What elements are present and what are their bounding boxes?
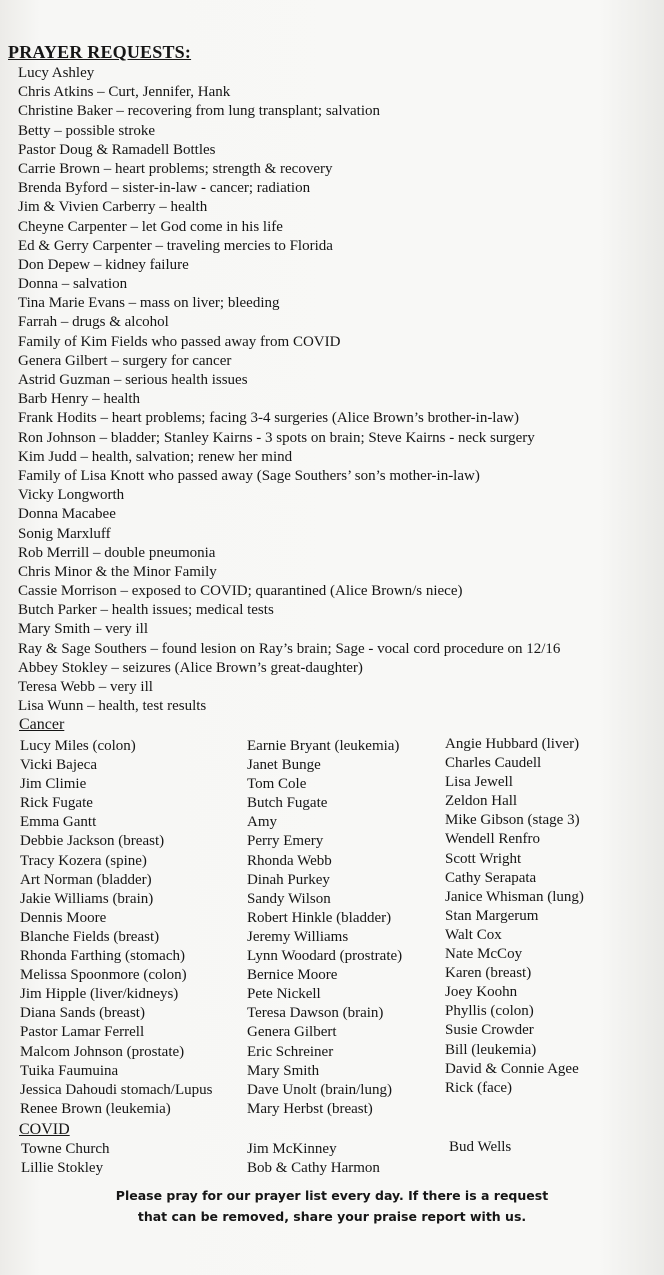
prayer-request-item: Jim & Vivien Carberry – health — [18, 199, 208, 216]
cancer-list-item: Rick (face) — [445, 1079, 513, 1096]
cancer-list-item: Bill (leukemia) — [445, 1041, 537, 1058]
prayer-request-item: Family of Kim Fields who passed away from COVID — [18, 333, 341, 350]
cancer-list-item: Jim Climie — [20, 776, 87, 793]
prayer-request-item: Carrie Brown – heart problems; strength & recovery — [18, 160, 333, 177]
cancer-list-item: Teresa Dawson (brain) — [247, 1005, 384, 1022]
cancer-list-item: Blanche Fields (breast) — [20, 928, 160, 945]
cancer-list-item: Nate McCoy — [445, 946, 523, 963]
cancer-list-item: Mary Herbst (breast) — [247, 1100, 373, 1117]
covid-list-item: Bob & Cathy Harmon — [247, 1160, 380, 1177]
prayer-request-item: Frank Hodits – heart problems; facing 3-4 surgeries (Alice Brown’s brother-in-law) — [18, 410, 519, 427]
cancer-list-item: Lucy Miles (colon) — [20, 738, 136, 754]
prayer-request-item: Kim Judd – health, salvation; renew her mind — [18, 448, 293, 465]
covid-section-label: COVID — [19, 1121, 70, 1138]
cancer-list-item: Charles Caudell — [445, 755, 542, 772]
covid-column-2 — [247, 1140, 380, 1178]
cancer-list-item: Mary Smith — [247, 1062, 320, 1079]
prayer-request-item: Rob Merrill – double pneumonia — [18, 544, 216, 561]
prayer-request-item: Teresa Webb – very ill — [18, 679, 153, 695]
footer-line-1: Please pray for our prayer list every day. If there is a request — [115, 1188, 549, 1203]
prayer-requests-heading: PRAYER REQUESTS: — [8, 42, 192, 62]
cancer-list-item: Angie Hubbard (liver) — [445, 736, 580, 752]
cancer-list-item: Emma Gantt — [20, 814, 97, 831]
cancer-list-item: David & Connie Agee — [445, 1060, 579, 1077]
prayer-request-item: Cheyne Carpenter – let God come in his life — [18, 218, 283, 235]
cancer-list-item: Jim Hipple (liver/kidneys) — [20, 986, 179, 1003]
cancer-list-item: Earnie Bryant (leukemia) — [247, 738, 400, 754]
prayer-request-item: Cassie Morrison – exposed to COVID; quarantined (Alice Brown/s niece) — [18, 583, 463, 600]
cancer-list-item: Diana Sands (breast) — [20, 1005, 145, 1022]
prayer-request-item: Brenda Byford – sister-in-law - cancer; radiation — [18, 180, 311, 197]
prayer-request-item: Genera Gilbert – surgery for cancer — [18, 352, 232, 369]
prayer-request-item: Pastor Doug & Ramadell Bottles — [18, 141, 216, 158]
cancer-list-item: Renee Brown (leukemia) — [20, 1100, 171, 1117]
cancer-list-item: Zeldon Hall — [445, 793, 518, 810]
prayer-request-item: Lisa Wunn – health, test results — [18, 698, 207, 715]
cancer-list-item: Tuika Faumuina — [20, 1062, 119, 1079]
prayer-request-item: Mary Smith – very ill — [18, 621, 148, 638]
cancer-list-item: Rick Fugate — [20, 795, 93, 812]
cancer-list-item: Janet Bunge — [247, 757, 321, 774]
cancer-list-item: Genera Gilbert — [247, 1024, 337, 1041]
cancer-list-item: Sandy Wilson — [247, 890, 331, 907]
footer-line-2: that can be removed, share your praise report with us. — [137, 1209, 527, 1224]
cancer-list-item: Vicki Bajeca — [20, 757, 97, 774]
prayer-request-item: Chris Minor & the Minor Family — [18, 563, 217, 580]
cancer-list-item: Art Norman (bladder) — [20, 871, 152, 888]
prayer-request-item: Family of Lisa Knott who passed away (Sage Southers’ son’s mother-in-law) — [18, 467, 480, 484]
cancer-column-1 — [20, 737, 212, 1119]
prayer-request-list — [18, 64, 658, 716]
cancer-list-item: Susie Crowder — [445, 1022, 534, 1039]
prayer-request-item: Christine Baker – recovering from lung transplant; salvation — [18, 103, 380, 120]
covid-list-item: Lillie Stokley — [21, 1160, 104, 1177]
prayer-request-item: Donna Macabee — [18, 506, 116, 523]
cancer-list-item: Tom Cole — [247, 776, 307, 793]
cancer-list-item: Amy — [247, 814, 277, 831]
cancer-list-item: Rhonda Webb — [247, 852, 332, 869]
prayer-request-item: Tina Marie Evans – mass on liver; bleeding — [18, 295, 280, 312]
covid-column-1 — [21, 1140, 110, 1178]
cancer-list-item: Wendell Renfro — [445, 831, 541, 848]
prayer-request-item: Ray & Sage Southers – found lesion on Ray’s brain; Sage - vocal cord procedure on 12/16 — [18, 640, 561, 657]
cancer-list-item: Melissa Spoonmore (colon) — [20, 967, 187, 984]
cancer-column-2 — [247, 737, 402, 1119]
covid-list-item: Bud Wells — [449, 1139, 512, 1155]
cancer-list-item: Debbie Jackson (breast) — [20, 833, 165, 850]
prayer-request-item: Abbey Stokley – seizures (Alice Brown’s great-daughter) — [18, 659, 363, 676]
cancer-list-item: Dennis Moore — [20, 909, 107, 926]
cancer-list-item: Janice Whisman (lung) — [445, 888, 584, 905]
covid-list-item: Towne Church — [21, 1141, 110, 1157]
cancer-list-item: Mike Gibson (stage 3) — [445, 812, 580, 829]
cancer-list-item: Scott Wright — [445, 850, 522, 867]
prayer-request-item: Don Depew – kidney failure — [18, 256, 189, 273]
cancer-list-item: Rhonda Farthing (stomach) — [20, 948, 185, 965]
prayer-request-item: Butch Parker – health issues; medical tests — [18, 602, 274, 619]
cancer-list-item: Dinah Purkey — [247, 871, 330, 888]
cancer-list-item: Joey Koohn — [445, 984, 518, 1001]
cancer-list-item: Lynn Woodard (prostrate) — [247, 948, 403, 965]
cancer-list-item: Pete Nickell — [247, 986, 321, 1003]
cancer-list-item: Malcom Johnson (prostate) — [20, 1043, 185, 1060]
cancer-list-item: Perry Emery — [247, 833, 324, 850]
cancer-list-item: Jakie Williams (brain) — [20, 890, 154, 907]
cancer-list-item: Jessica Dahoudi stomach/Lupus — [20, 1081, 213, 1098]
covid-column-3 — [449, 1138, 511, 1157]
prayer-request-item: Betty – possible stroke — [18, 122, 156, 139]
prayer-request-item: Ron Johnson – bladder; Stanley Kairns - 3 spots on brain; Steve Kairns - neck surgery — [18, 429, 535, 446]
prayer-request-item: Astrid Guzman – serious health issues — [18, 372, 248, 388]
prayer-request-item: Sonig Marxluff — [18, 525, 111, 542]
prayer-request-item: Ed & Gerry Carpenter – traveling mercies to Florida — [18, 237, 333, 254]
cancer-list-item: Bernice Moore — [247, 967, 338, 984]
prayer-request-item: Vicky Longworth — [18, 487, 125, 504]
cancer-list-item: Phyllis (colon) — [445, 1003, 534, 1020]
cancer-list-item: Cathy Serapata — [445, 869, 537, 886]
cancer-list-item: Butch Fugate — [247, 795, 328, 812]
cancer-list-item: Tracy Kozera (spine) — [20, 852, 147, 869]
cancer-list-item: Walt Cox — [445, 926, 502, 943]
cancer-section-label: Cancer — [19, 716, 65, 733]
prayer-request-item: Donna – salvation — [18, 276, 128, 293]
prayer-request-item: Farrah – drugs & alcohol — [18, 314, 169, 331]
cancer-column-3 — [445, 735, 584, 1098]
cancer-list-item: Jeremy Williams — [247, 928, 349, 945]
cancer-list-item: Eric Schreiner — [247, 1043, 334, 1060]
prayer-request-item: Barb Henry – health — [18, 391, 141, 408]
cancer-list-item: Lisa Jewell — [445, 774, 513, 791]
prayer-request-item: Chris Atkins – Curt, Jennifer, Hank — [18, 84, 231, 101]
prayer-request-item: Lucy Ashley — [18, 65, 95, 81]
cancer-list-item: Pastor Lamar Ferrell — [20, 1024, 145, 1041]
footer-note — [0, 1185, 664, 1227]
cancer-list-item: Stan Margerum — [445, 907, 539, 924]
covid-list-item: Jim McKinney — [247, 1141, 337, 1157]
cancer-list-item: Robert Hinkle (bladder) — [247, 909, 392, 926]
cancer-list-item: Karen (breast) — [445, 965, 532, 982]
cancer-list-item: Dave Unolt (brain/lung) — [247, 1081, 392, 1098]
